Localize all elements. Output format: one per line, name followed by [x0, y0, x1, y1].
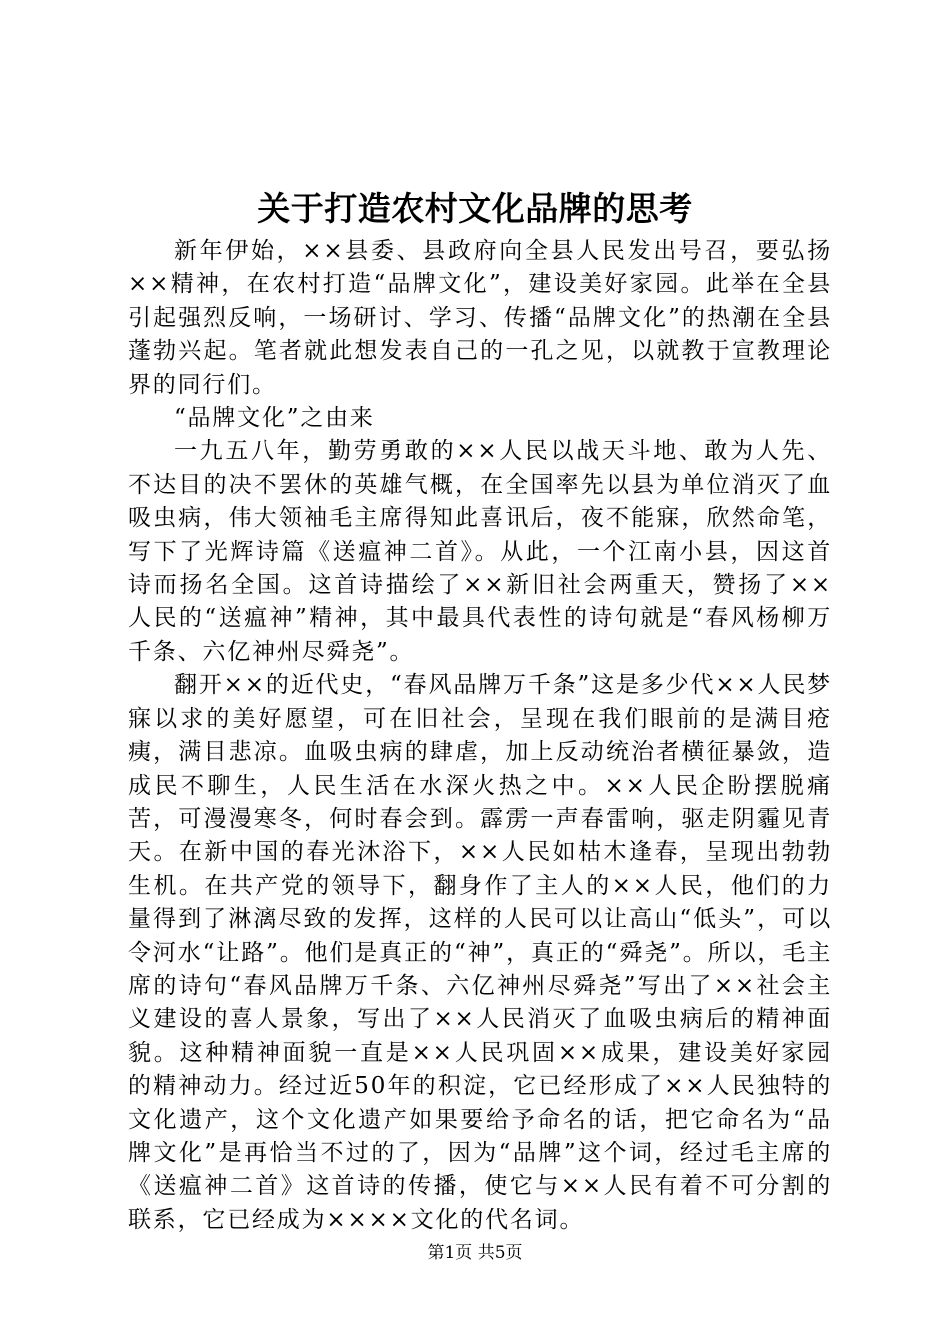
modern-history-paragraph: 翻开××的近代史，“春风品牌万千条”这是多少代××人民梦寐以求的美好愿望，可在旧社会，呈现在我们眼前的是满目疮痍，满目悲凉。血吸虫病的肆虐，加上反动统治者横征暴敛，造成民不聊生，人民生活在水深火热之中。××人民企盼摆脱痛苦，可漫漫寒冬，何时春会到。霹雳一声春雷响，驱走阴霾见青天。在新中国的春光沐浴下，××人民如枯木逢春，呈现出勃勃生机。在共产党的领导下，翻身作了主人的××人民，他们的力量得到了淋漓尽致的发挥，这样的人民可以让高山“低头”，可以令河水“让路”。他们是真正的“神”，真正的“舜尧”。所以，毛主席的诗句“春风品牌万千条、六亿神州尽舜尧”写出了××社会主义建设的喜人景象，写出了××人民消灭了血吸虫病后的精神面貌。这种精神面貌一直是××人民巩固××成果，建设美好家园的精神动力。经过近50年的积淀，它已经形成了××人民独特的文化遗产，这个文化遗产如果要给予命名的话，把它命名为“品牌文化”是再恰当不过的了，因为“品牌”这个词，经过毛主席的《送瘟神二首》这首诗的传播，使它与××人民有着不可分割的联系，它已经成为××××文化的代名词。: [128, 672, 832, 1233]
page-number-footer: 第1页 共5页: [427, 1243, 523, 1263]
history-paragraph: 一九五八年，勤劳勇敢的××人民以战天斗地、敢为人先、不达目的决不罢休的英雄气概，在全国率先以县为单位消灭了血吸虫病，伟大领袖毛主席得知此喜讯后，夜不能寐，欣然命笔，写下了光辉诗篇《送瘟神二首》。从此，一个江南小县，因这首诗而扬名全国。这首诗描绘了××新旧社会两重天，赞扬了××人民的“送瘟神”精神，其中最具代表性的诗句就是“春风杨柳万千条、六亿神州尽舜尧”。: [128, 438, 832, 665]
document-title: 关于打造农村文化品牌的思考: [257, 189, 693, 228]
document-body: [128, 235, 832, 1237]
intro-paragraph: 新年伊始，××县委、县政府向全县人民发出号召，要弘扬××精神，在农村打造“品牌文化”，建设美好家园。此举在全县引起强烈反响，一场研讨、学习、传播“品牌文化”的热潮在全县蓬勃兴起。笔者就此想发表自己的一孔之见，以就教于宣教理论界的同行们。: [128, 238, 832, 398]
section-heading: “品牌文化”之由来: [174, 405, 375, 432]
